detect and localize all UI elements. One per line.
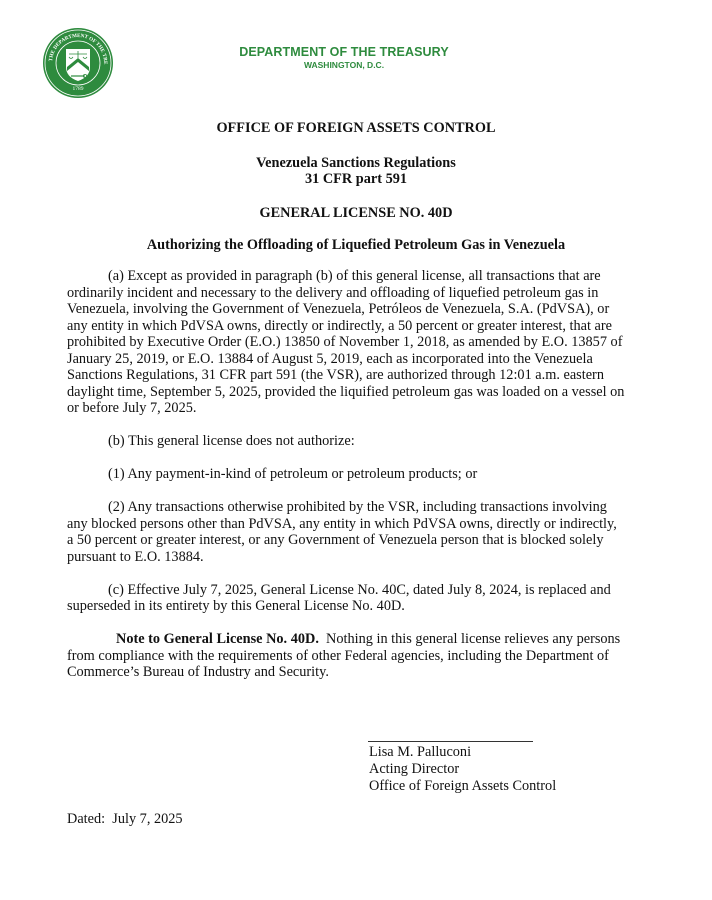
department-location: WASHINGTON, D.C. (303, 60, 385, 70)
signature-line (368, 741, 533, 742)
paragraph-line: (a) Except as provided in paragraph (b) of this general license, all transactions that are (108, 268, 601, 284)
office-heading: OFFICE OF FOREIGN ASSETS CONTROL (216, 120, 496, 136)
license-number-heading: GENERAL LICENSE NO. 40D (259, 205, 453, 221)
paragraph-b1: (1) Any payment-in-kind of petroleum or petroleum products; or (108, 466, 478, 482)
note-label: Note to General License No. 40D. (116, 631, 319, 647)
paragraph-line: Commerce’s Bureau of Industry and Security. (67, 664, 329, 680)
signatory-title: Acting Director (369, 761, 460, 777)
note-first-line (116, 631, 620, 648)
paragraph-line: Venezuela, involving the Government of Venezuela, Petróleos de Venezuela, S.A. (PdVSA), or (67, 301, 610, 317)
signatory-office: Office of Foreign Assets Control (369, 778, 557, 794)
cfr-heading: 31 CFR part 591 (304, 171, 408, 187)
paragraph-line: Sanctions Regulations, 31 CFR part 591 (the VSR), are authorized through 12:01 a.m. eastern (67, 367, 604, 383)
svg-text:THE DEPARTMENT OF THE TREASURY: THE DEPARTMENT OF THE TRE (48, 32, 109, 65)
paragraph-b: (b) This general license does not authorize: (108, 433, 355, 449)
paragraph-line: January 25, 2019, or E.O. 13884 of August 5, 2019, each as incorporated into the Venezuela (67, 350, 593, 367)
paragraph-line: prohibited by Executive Order (E.O.) 13850 of November 1, 2018, as amended by E.O. 13857 of (67, 334, 623, 350)
regulations-heading: Venezuela Sanctions Regulations (256, 155, 456, 171)
department-title: DEPARTMENT OF THE TREASURY (239, 45, 449, 59)
paragraph-line: ordinarily incident and necessary to the delivery and offloading of liquefied petroleum gas in (67, 284, 599, 301)
dated-line: Dated: July 7, 2025 (67, 811, 183, 827)
note-text: Nothing in this general license relieves any persons (318, 631, 621, 647)
svg-text:1789: 1789 (72, 86, 84, 92)
paragraph-line: pursuant to E.O. 13884. (67, 548, 204, 565)
signatory-name: Lisa M. Palluconi (369, 744, 472, 760)
license-subtitle: Authorizing the Offloading of Liquefied Petroleum Gas in Venezuela (146, 237, 566, 253)
paragraph-line: from compliance with the requirements of other Federal agencies, including the Department of (67, 647, 609, 664)
paragraph-line: any entity in which PdVSA owns, directly or indirectly, a 50 percent or greater interest, that are (67, 317, 612, 334)
paragraph-line: any blocked persons other than PdVSA, any entity in which PdVSA owns, directly or indirectly, (67, 515, 617, 532)
paragraph-line: superseded in its entirety by this General License No. 40D. (67, 598, 405, 614)
treasury-seal-logo (42, 27, 114, 99)
paragraph-line: (2) Any transactions otherwise prohibited by the VSR, including transactions involving (108, 499, 607, 515)
paragraph-line: a 50 percent or greater interest, or any Government of Venezuela person that is blocked solely (67, 532, 604, 548)
paragraph-line: or before July 7, 2025. (67, 400, 197, 416)
paragraph-line: (c) Effective July 7, 2025, General License No. 40C, dated July 8, 2024, is replaced and (108, 581, 611, 598)
paragraph-line: daylight time, September 5, 2025, provided the liquified petroleum gas was loaded on a vessel on (67, 383, 625, 400)
